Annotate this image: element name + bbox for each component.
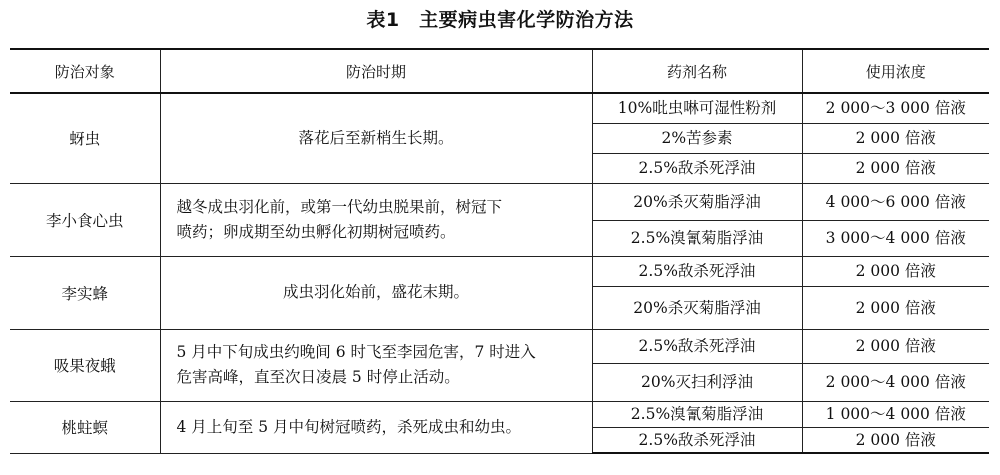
concentration-cell: 2 000 倍液 bbox=[802, 123, 989, 153]
table-row bbox=[10, 329, 989, 363]
agent-cell: 20%灭扫利浮油 bbox=[592, 363, 802, 401]
period-line: 5 月中下旬成虫约晚间 6 时飞至李园危害，7 时进入 bbox=[176, 343, 536, 361]
concentration-cell: 2 000 倍液 bbox=[802, 427, 989, 453]
period-line: 落花后至新梢生长期。 bbox=[298, 128, 454, 147]
period-line: 成虫羽化始前，盛花末期。 bbox=[282, 283, 469, 301]
target-cell: 蚜虫 bbox=[10, 93, 160, 183]
agent-cell: 2.5%敌杀死浮油 bbox=[592, 427, 802, 453]
target-cell: 吸果夜蛾 bbox=[10, 329, 160, 401]
agent-cell: 2.5%敌杀死浮油 bbox=[592, 329, 802, 363]
agent-cell: 2.5%溴氰菊脂浮油 bbox=[592, 401, 802, 427]
concentration-cell: 2 000 倍液 bbox=[802, 329, 989, 363]
concentration-cell: 2 000～3 000 倍液 bbox=[802, 93, 989, 123]
table-row bbox=[10, 93, 989, 123]
table-row bbox=[10, 256, 989, 286]
target-cell: 李实蜂 bbox=[10, 256, 160, 329]
agent-cell: 2.5%敌杀死浮油 bbox=[592, 153, 802, 183]
concentration-cell: 2 000 倍液 bbox=[802, 286, 989, 329]
agent-cell: 2%苦参素 bbox=[592, 123, 802, 153]
target-cell: 桃蛀螟 bbox=[10, 401, 160, 453]
agent-cell: 20%杀灭菊脂浮油 bbox=[592, 286, 802, 329]
table-row bbox=[10, 183, 989, 220]
concentration-cell: 2 000 倍液 bbox=[802, 153, 989, 183]
header-concentration: 使用浓度 bbox=[802, 49, 989, 93]
target-cell: 李小食心虫 bbox=[10, 183, 160, 256]
table-row bbox=[10, 401, 989, 427]
period-cell bbox=[160, 183, 592, 256]
agent-cell: 2.5%敌杀死浮油 bbox=[592, 256, 802, 286]
table-title: 表1 主要病虫害化学防治方法 bbox=[366, 9, 634, 31]
period-line: 喷药；卵成期至幼虫孵化初期树冠喷药。 bbox=[176, 222, 456, 241]
agent-cell: 10%吡虫啉可湿性粉剂 bbox=[592, 93, 802, 123]
concentration-cell: 1 000～4 000 倍液 bbox=[802, 401, 989, 427]
concentration-cell: 2 000 倍液 bbox=[802, 256, 989, 286]
concentration-cell: 2 000～4 000 倍液 bbox=[802, 363, 989, 401]
concentration-cell: 4 000～6 000 倍液 bbox=[802, 183, 989, 220]
period-cell bbox=[160, 401, 592, 453]
agent-cell: 2.5%溴氰菊脂浮油 bbox=[592, 220, 802, 256]
period-line: 4 月上旬至 5 月中旬树冠喷药，杀死成虫和幼虫。 bbox=[176, 417, 522, 436]
header-row bbox=[10, 49, 989, 93]
header-agent: 药剂名称 bbox=[592, 49, 802, 93]
period-line: 越冬成虫羽化前，或第一代幼虫脱果前，树冠下 bbox=[176, 197, 503, 216]
period-cell bbox=[160, 93, 592, 183]
header-target: 防治对象 bbox=[10, 49, 160, 93]
agent-cell: 20%杀灭菊脂浮油 bbox=[592, 183, 802, 220]
period-cell bbox=[160, 329, 592, 401]
pest-control-table bbox=[10, 48, 989, 454]
period-line: 危害高峰，直至次日凌晨 5 时停止活动。 bbox=[176, 368, 460, 386]
period-cell bbox=[160, 256, 592, 329]
header-period: 防治时期 bbox=[160, 49, 592, 93]
concentration-cell: 3 000～4 000 倍液 bbox=[802, 220, 989, 256]
